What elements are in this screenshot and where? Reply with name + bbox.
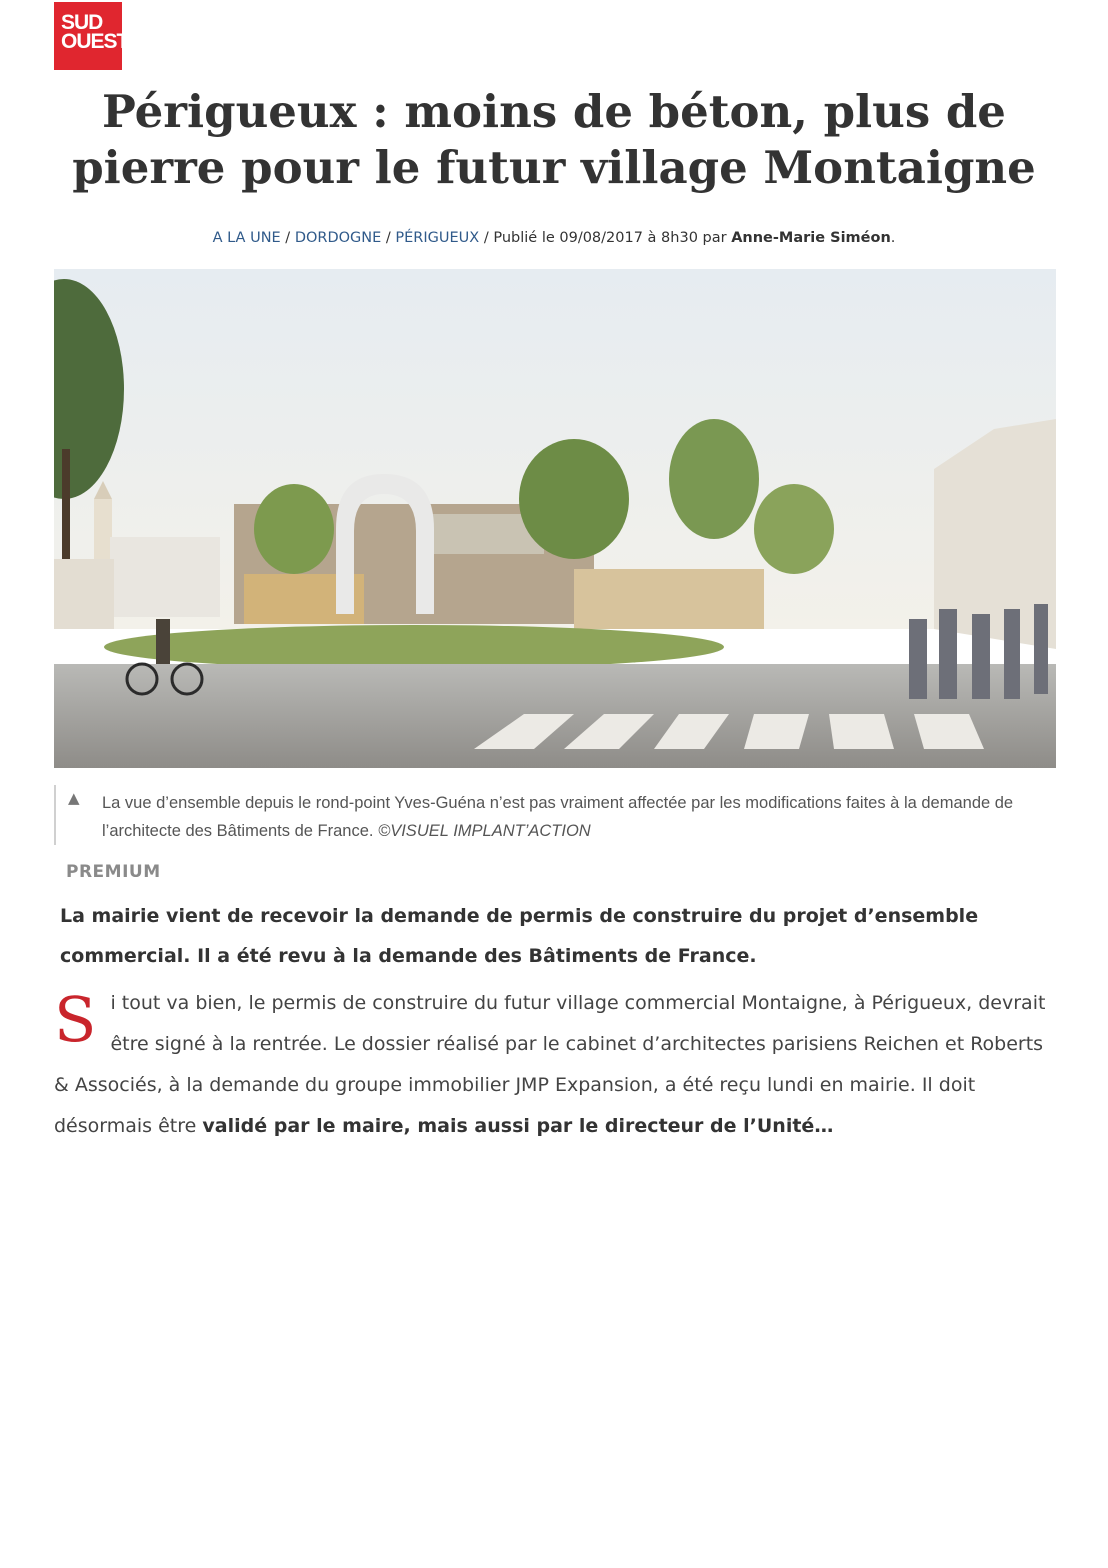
image-caption (54, 785, 1044, 845)
sud-ouest-logo[interactable] (54, 2, 129, 70)
article-photo[interactable] (54, 269, 1056, 768)
article-title: Périgueux : moins de béton, plus de pierre pour le futur village Montaigne (72, 85, 1036, 194)
body-text: i tout va bien, le permis de construire du futur village commercial Montaigne, à Périgueux, devrait être signé à la rentrée. Le dossier réalisé par le cabinet d’architectes parisiens Reichen et Roberts & Associés, à la demande du groupe immobilier JMP Expansion, a été reçu lundi en mairie. Il doit désormais être (54, 992, 1046, 1137)
triangle-up-icon: ▲ (68, 789, 80, 807)
caption-credit: ©VISUEL IMPLANT’ACTION (378, 822, 591, 840)
article-meta (0, 230, 1108, 246)
drop-cap: S (54, 983, 97, 1056)
breadcrumb-separator: / (381, 230, 396, 246)
breadcrumb-separator: / (280, 230, 295, 246)
body-bold-teaser: validé par le maire, mais aussi par le directeur de l’Unité… (202, 1115, 834, 1137)
article-lead: La mairie vient de recevoir la demande de permis de construire du projet d’ensemble commercial. Il a été revu à la demande des Bâtiments de France. (60, 905, 979, 967)
author-name[interactable]: Anne-Marie Siméon (731, 230, 891, 246)
logo-line-1: SUD (61, 11, 103, 34)
article-body (54, 983, 1054, 1147)
breadcrumb-a-la-une[interactable]: A LA UNE (212, 230, 281, 246)
author-suffix: . (890, 230, 896, 246)
breadcrumb-dordogne[interactable]: DORDOGNE (294, 230, 382, 246)
caption-text: La vue d’ensemble depuis le rond-point Yves-Guéna n’est pas vraiment affectée par les modifications faites à la demande de l’architecte des Bâtiments de France. (102, 794, 1014, 840)
premium-badge: PREMIUM (66, 862, 161, 882)
roundabout-lawn (104, 625, 724, 669)
logo-line-2: OUEST (61, 30, 129, 53)
breadcrumb-separator: / (479, 230, 494, 246)
breadcrumb-perigueux[interactable]: PÉRIGUEUX (395, 230, 480, 246)
published-date: Publié le 09/08/2017 à 8h30 par (493, 230, 732, 246)
